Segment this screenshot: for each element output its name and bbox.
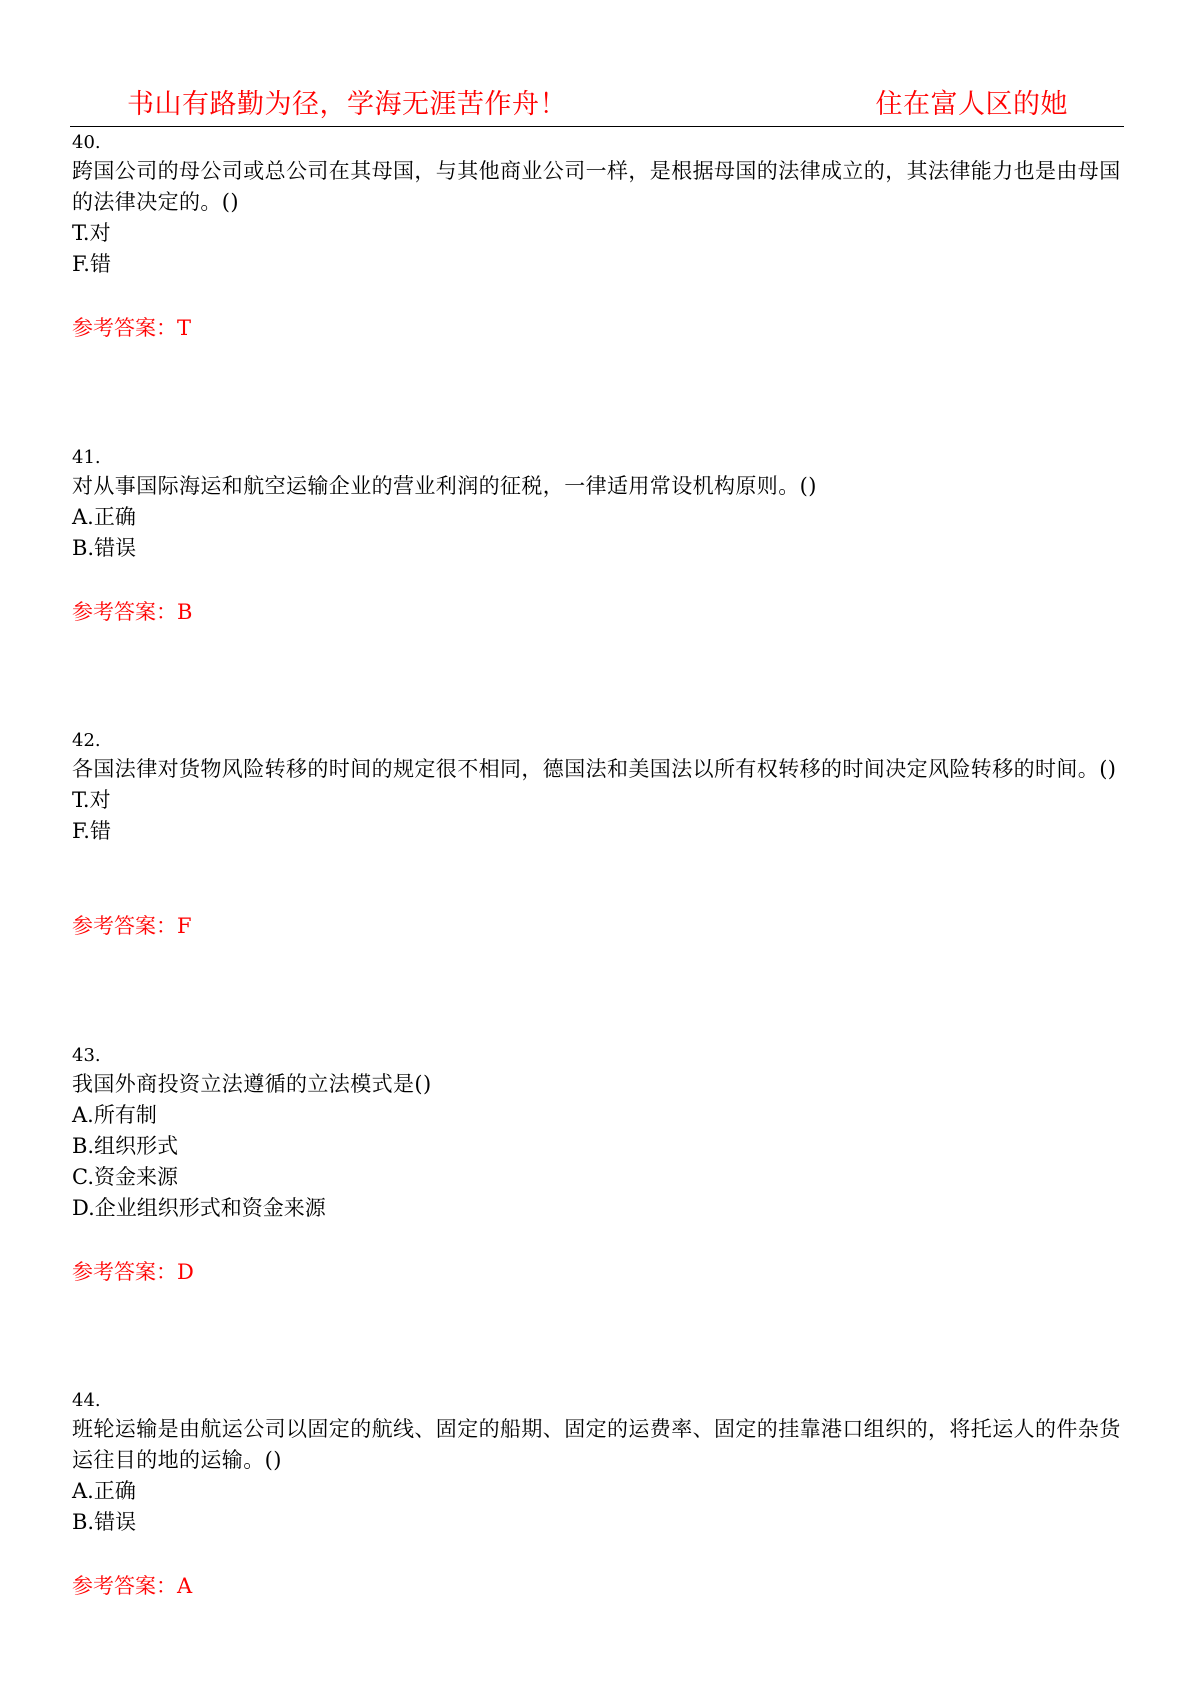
question-option: B.错误 (72, 536, 137, 560)
header-author: 住在富人区的她 (875, 89, 1068, 120)
header-motto: 书山有路勤为径，学海无涯苦作舟！ (127, 89, 567, 120)
question-text: 跨国公司的母公司或总公司在其母国，与其他商业公司一样，是根据母国的法律成立的，其法律能力也是由母国的法律决定的。() (72, 159, 1121, 214)
answer-label: 参考答案：T (72, 316, 192, 340)
question-text: 我国外商投资立法遵循的立法模式是() (72, 1072, 432, 1096)
question-option: B.组织形式 (72, 1134, 179, 1158)
question-text: 班轮运输是由航运公司以固定的航线、固定的船期、固定的运费率、固定的挂靠港口组织的，将托运人的件杂货运往目的地的运输。() (72, 1417, 1121, 1472)
question-option: B.错误 (72, 1510, 137, 1534)
question-block (72, 1043, 1132, 1224)
question-text: 各国法律对货物风险转移的时间的规定很不相同，德国法和美国法以所有权转移的时间决定风险转移的时间。() (72, 757, 1117, 781)
question-option: F.错 (72, 252, 111, 276)
page-header (70, 78, 1124, 127)
answer-label: 参考答案：D (72, 1260, 194, 1284)
answer-label: 参考答案：B (72, 600, 193, 624)
question-text: 对从事国际海运和航空运输企业的营业利润的征税，一律适用常设机构原则。() (72, 474, 817, 498)
question-block (72, 130, 1132, 280)
question-number: 41. (72, 447, 101, 468)
answer-label: 参考答案：A (72, 1574, 193, 1598)
question-option: T.对 (72, 788, 111, 812)
question-block (72, 728, 1132, 847)
question-option: F.错 (72, 819, 111, 843)
question-number: 43. (72, 1045, 101, 1066)
question-number: 44. (72, 1390, 101, 1411)
answer-label: 参考答案：F (72, 914, 192, 938)
question-block (72, 445, 1132, 564)
question-option: D.企业组织形式和资金来源 (72, 1196, 326, 1220)
question-option: A.正确 (72, 1479, 136, 1503)
question-option: A.正确 (72, 505, 136, 529)
question-block (72, 1388, 1132, 1538)
question-number: 40. (72, 132, 101, 153)
question-number: 42. (72, 730, 101, 751)
question-option: T.对 (72, 221, 111, 245)
question-option: A.所有制 (72, 1103, 157, 1127)
question-option: C.资金来源 (72, 1165, 178, 1189)
